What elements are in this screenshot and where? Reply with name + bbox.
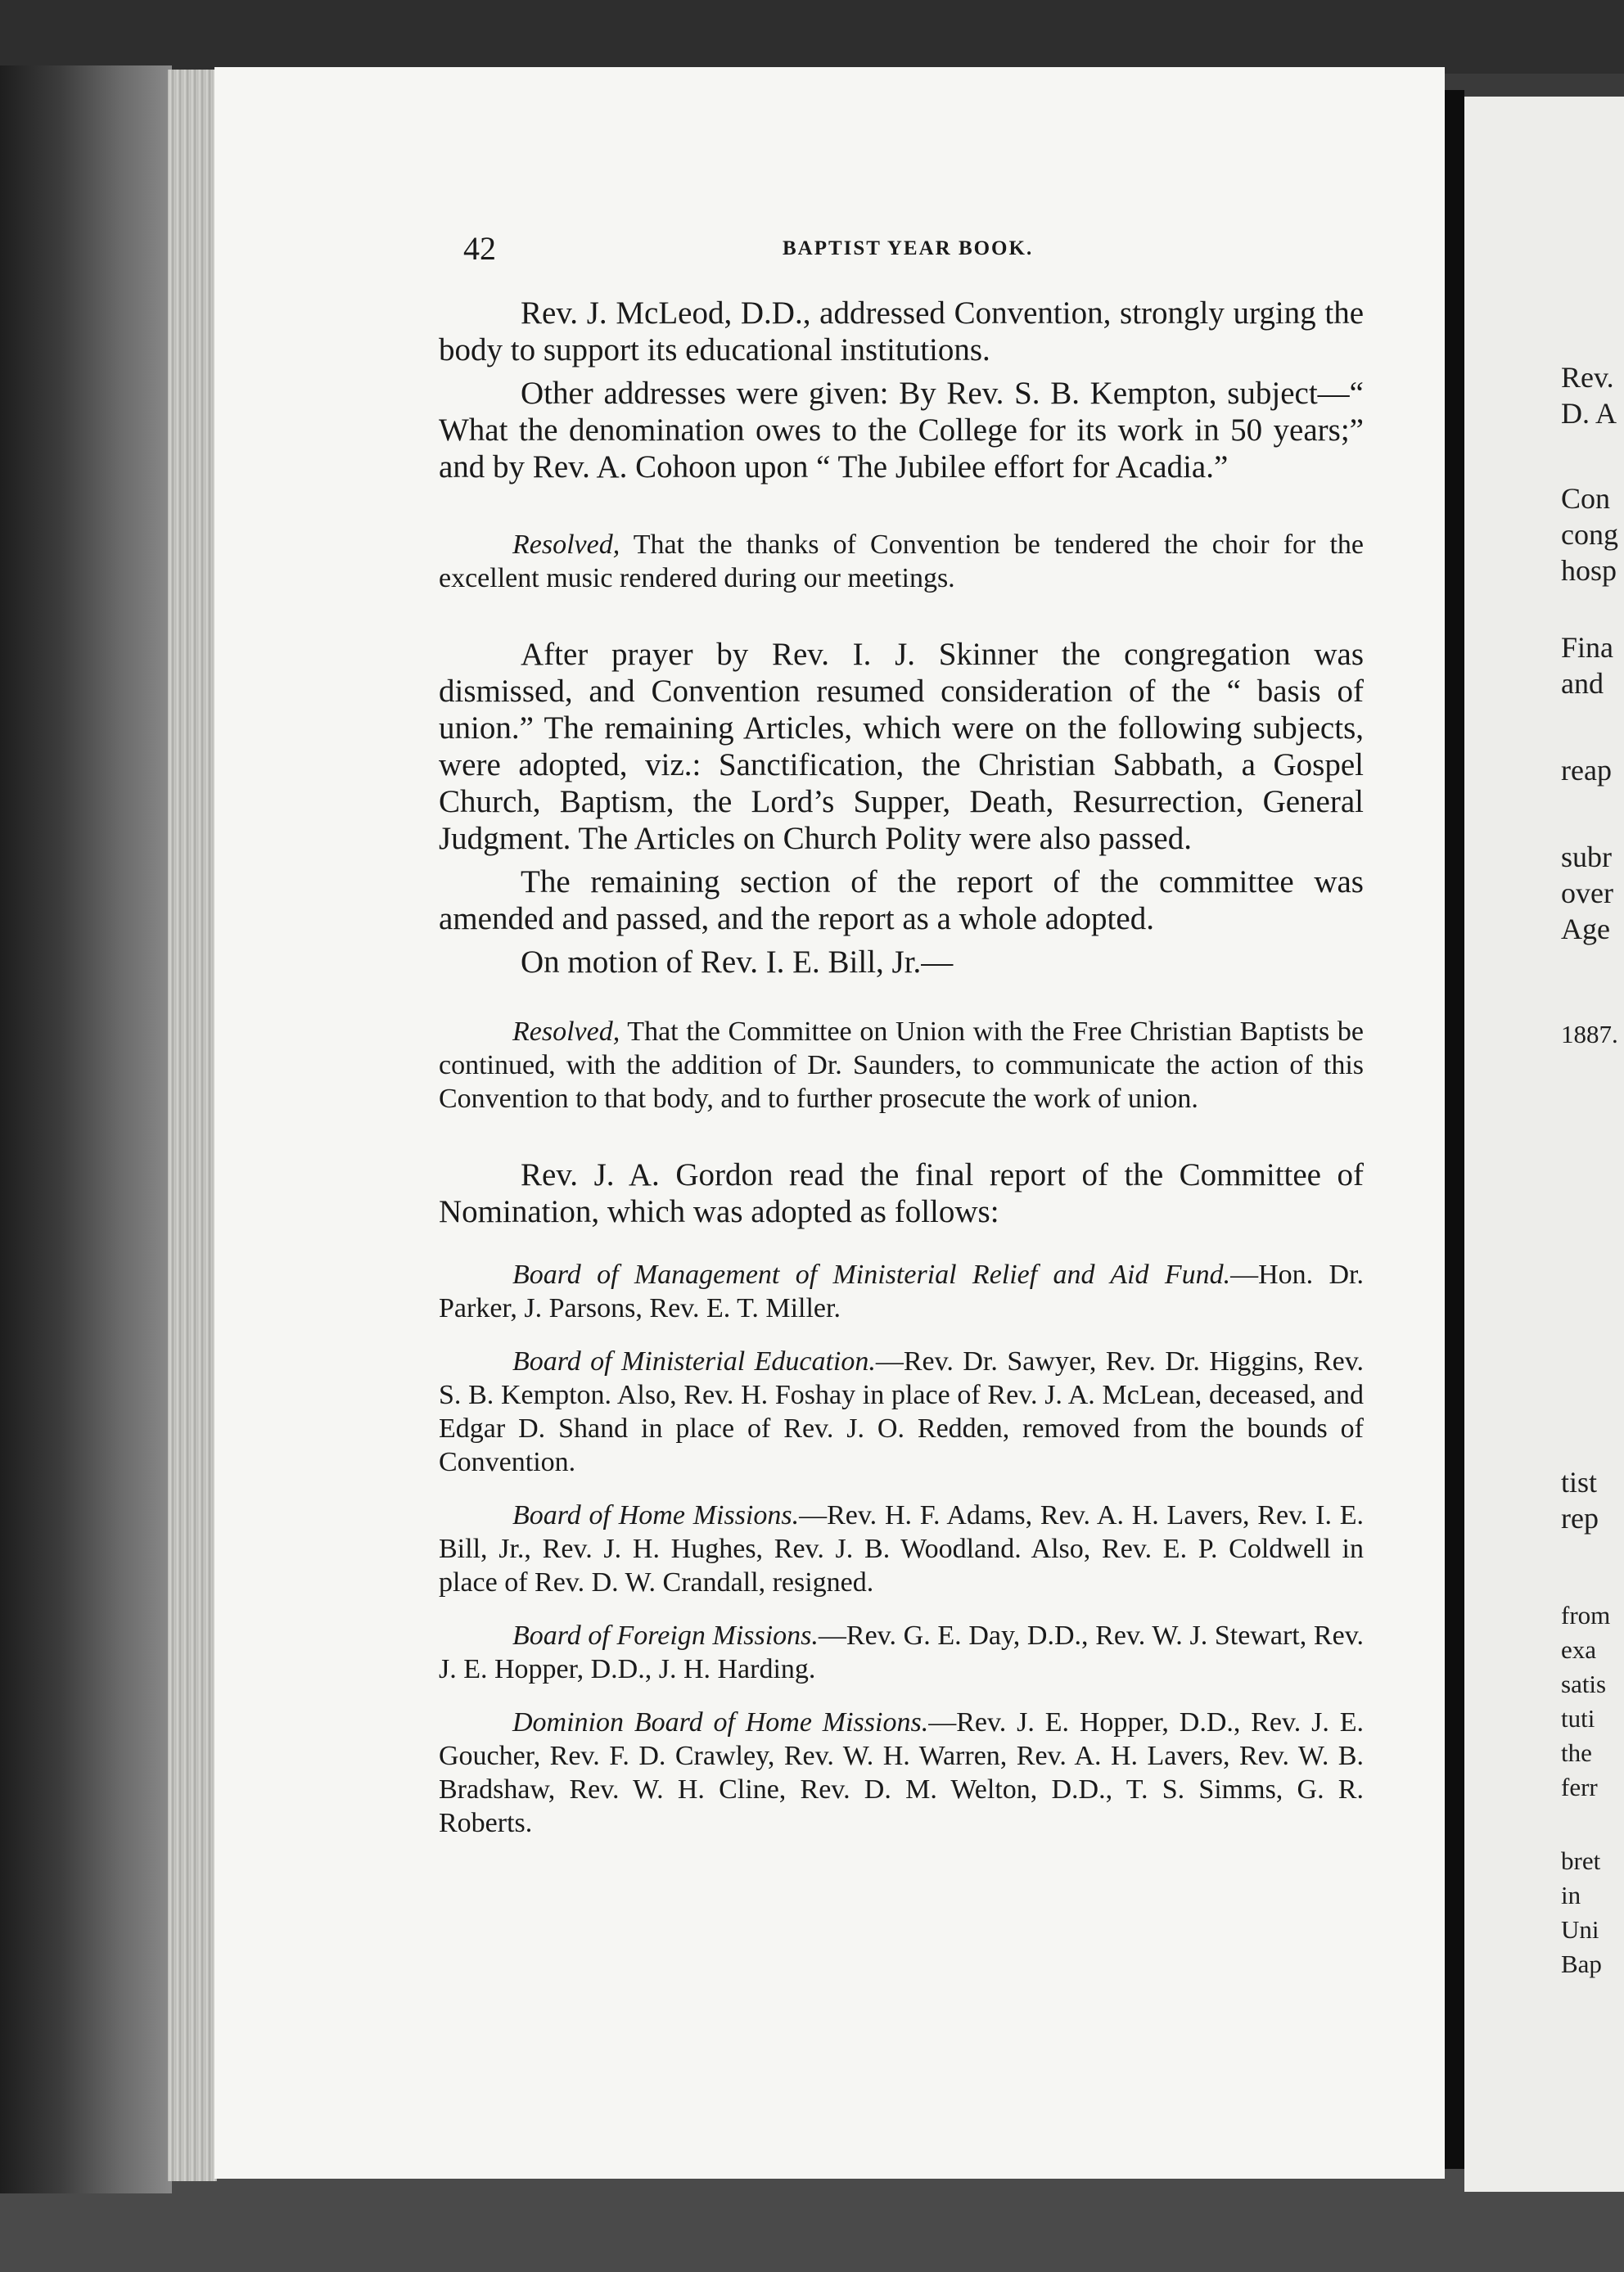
board-members: —Hon. Dr. Parker, J. Parsons, Rev. E. T. Miller. xyxy=(439,1260,1364,1323)
resolution-text: That the Committee on Union with the Free Christian Baptists be continued, with the addition of Dr. Saunders, to communicate the action of this Convention to that body, and to further prosecute the work of union. xyxy=(439,1017,1364,1114)
facing-page-fragment: ferr xyxy=(1561,1773,1598,1801)
paragraph-motion: On motion of Rev. I. E. Bill, Jr.— xyxy=(521,944,954,980)
paragraph-report-adopted: The remaining section of the report of the committee was amended and passed, and the report as a whole adopted. xyxy=(439,864,1364,936)
resolution-committee-union xyxy=(439,1015,1364,1116)
facing-page-fragment: Bap xyxy=(1561,1950,1602,1978)
board-entry xyxy=(439,1345,1364,1479)
facing-page-fragment: and xyxy=(1561,667,1604,700)
page-body xyxy=(439,295,1364,1860)
facing-page-fragment: exa xyxy=(1561,1635,1597,1664)
facing-page-fragment: D. A xyxy=(1561,397,1617,430)
facing-page-fragment: Fina xyxy=(1561,631,1614,664)
paragraph-nomination-report: Rev. J. A. Gordon read the final report of the Committee of Nomination, which was adopted as follows: xyxy=(439,1157,1364,1229)
resolution-text: That the thanks of Convention be tendered the choir for the excellent music rendered during our meetings. xyxy=(439,530,1364,593)
facing-page-fragment: rep xyxy=(1561,1502,1599,1535)
page-number: 42 xyxy=(463,230,496,267)
facing-page-fragment: bret xyxy=(1561,1846,1601,1875)
resolution-thanks-choir xyxy=(439,528,1364,595)
board-title: Board of Management of Ministerial Relief and Aid Fund. xyxy=(512,1260,1231,1290)
book-cover-edge xyxy=(0,65,172,2193)
facing-page-fragment: tuti xyxy=(1561,1704,1595,1733)
board-title: Dominion Board of Home Missions. xyxy=(512,1707,929,1738)
facing-page-fragment: 1887. xyxy=(1561,1020,1618,1048)
page-header xyxy=(463,229,1372,270)
paragraph-other-addresses: Other addresses were given: By Rev. S. B. Kempton, subject—“ What the denomination owes to the College for its work in 50 years;” and by Rev. A. Cohoon upon “ The Jubilee effort for Acadia.” xyxy=(439,376,1364,485)
resolved-label: Resolved, xyxy=(512,1017,620,1047)
book-spine-gutter xyxy=(1445,90,1464,2169)
scan-background-top xyxy=(0,0,1624,74)
page-edges xyxy=(168,70,217,2181)
facing-page-fragment: subr xyxy=(1561,841,1612,873)
facing-page-fragment: Rev. xyxy=(1561,361,1614,394)
board-members: —Rev. H. F. Adams, Rev. A. H. Lavers, Rev. I. E. Bill, Jr., Rev. J. H. Hughes, Rev. J. B. Woodland. Also, Rev. E. P. Coldwell in place of Rev. D. W. Crandall, resigned. xyxy=(439,1500,1364,1598)
board-members: —Rev. G. E. Day, D.D., Rev. W. J. Stewart, Rev. J. E. Hopper, D.D., J. H. Harding. xyxy=(439,1621,1364,1684)
scan-background-bottom xyxy=(0,2169,1624,2272)
facing-page-fragment: from xyxy=(1561,1601,1611,1630)
running-head: BAPTIST YEAR BOOK. xyxy=(783,237,1034,259)
board-entry xyxy=(439,1499,1364,1599)
board-entry xyxy=(439,1619,1364,1686)
facing-page-fragment: in xyxy=(1561,1881,1581,1909)
resolved-label: Resolved, xyxy=(512,530,620,560)
facing-page-fragment: over xyxy=(1561,877,1613,909)
board-title: Board of Foreign Missions. xyxy=(512,1621,819,1651)
facing-page-fragment: hosp xyxy=(1561,554,1617,587)
facing-page-fragment: cong xyxy=(1561,518,1618,551)
facing-page xyxy=(1464,97,1624,2192)
paragraph-mcleod-address: Rev. J. McLeod, D.D., addressed Convention, strongly urging the body to support its educational institutions. xyxy=(439,295,1364,367)
facing-page-fragment: reap xyxy=(1561,754,1612,787)
facing-page-fragment: tist xyxy=(1561,1466,1598,1499)
board-title: Board of Home Missions. xyxy=(512,1500,800,1530)
facing-page-fragment: Age xyxy=(1561,913,1610,945)
board-members: —Rev. J. E. Hopper, D.D., Rev. J. E. Goucher, Rev. F. D. Crawley, Rev. W. H. Warren, Rev. A. H. Lavers, Rev. W. B. Bradshaw, Rev. W. H. Cline, Rev. D. M. Welton, D.D., T. S. Simms, G. R. Roberts. xyxy=(439,1707,1364,1838)
facing-page-fragment: Uni xyxy=(1561,1915,1599,1944)
board-entry xyxy=(439,1706,1364,1840)
board-entry xyxy=(439,1258,1364,1325)
board-title: Board of Ministerial Education. xyxy=(512,1346,876,1377)
facing-page-fragment: the xyxy=(1561,1738,1592,1767)
facing-page-fragment: satis xyxy=(1561,1670,1607,1698)
paragraph-basis-of-union: After prayer by Rev. I. J. Skinner the congregation was dismissed, and Convention resumed consideration of the “ basis of union.” The remaining Articles, which were on the following subjects, were adopted, viz.: Sanctification, the Christian Sabbath, a Gospel Church, Baptism, the Lord’s Supper, Death, Resurrection, General Judgment. The Articles on Church Polity were also passed. xyxy=(439,637,1364,856)
board-members: —Rev. Dr. Sawyer, Rev. Dr. Higgins, Rev. S. B. Kempton. Also, Rev. H. Foshay in place of Rev. J. A. McLean, deceased, and Edgar D. Shand in place of Rev. J. O. Redden, removed from the bounds of Convention. xyxy=(439,1346,1364,1477)
facing-page-fragment: Con xyxy=(1561,482,1611,515)
